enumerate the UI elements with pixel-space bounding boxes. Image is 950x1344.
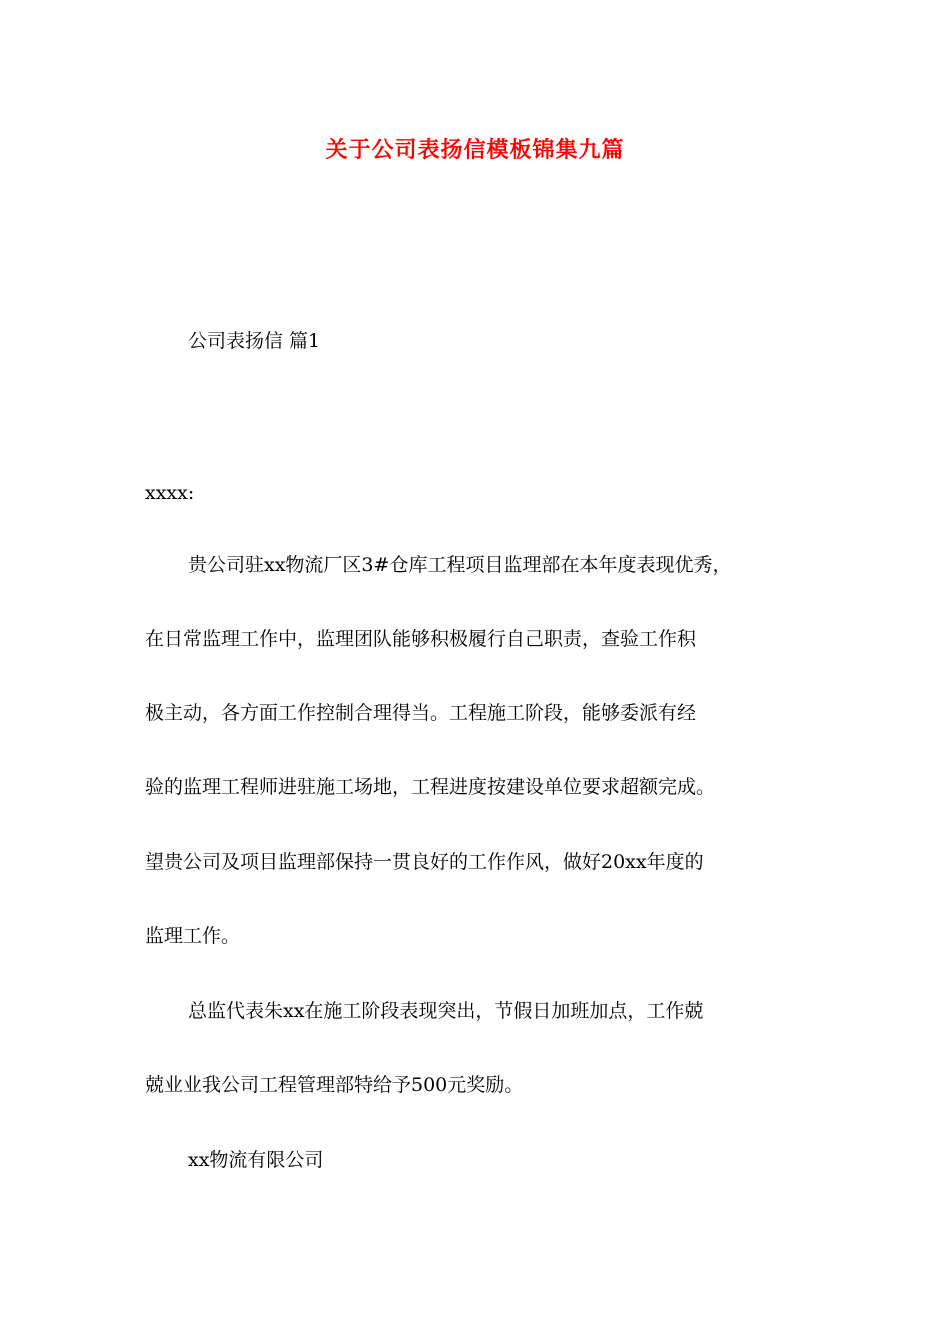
- paragraph-line: 望贵公司及项目监理部保持一贯良好的工作作风，做好20xx年度的: [145, 851, 704, 873]
- salutation: xxxx:: [145, 482, 195, 504]
- paragraph-line: 极主动，各方面工作控制合理得当。工程施工阶段，能够委派有经: [145, 702, 697, 724]
- section-heading: 公司表扬信 篇1: [188, 330, 321, 352]
- paragraph-line: 验的监理工程师进驻施工场地，工程进度按建设单位要求超额完成。: [145, 776, 716, 798]
- signature: xx物流有限公司: [188, 1149, 324, 1171]
- paragraph-line: 在日常监理工作中，监理团队能够积极履行自己职责，查验工作积: [145, 628, 697, 650]
- paragraph-line: 监理工作。: [145, 925, 241, 947]
- paragraph-line: 总监代表朱xx在施工阶段表现突出，节假日加班加点，工作兢: [188, 1000, 704, 1022]
- document-title: 关于公司表扬信模板锦集九篇: [325, 138, 625, 163]
- paragraph-line: 兢业业我公司工程管理部特给予500元奖励。: [145, 1074, 524, 1096]
- paragraph-line: 贵公司驻xx物流厂区3#仓库工程项目监理部在本年度表现优秀，: [188, 554, 732, 576]
